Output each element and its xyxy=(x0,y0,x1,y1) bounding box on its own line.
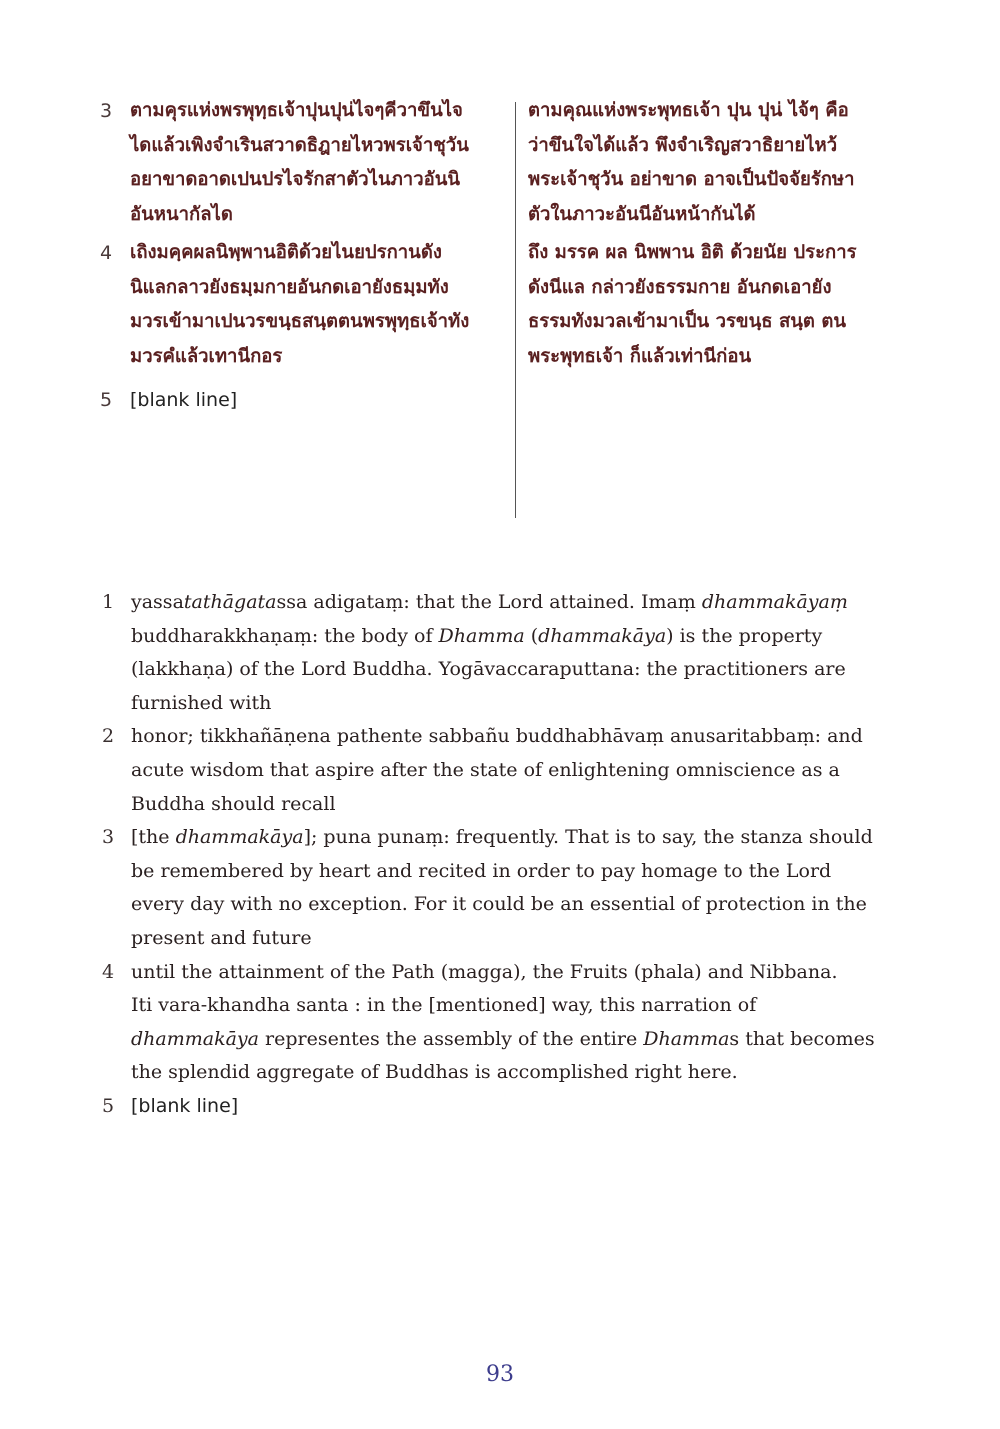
old-thai-line: มวรคํแล้วเทานีกอร xyxy=(130,345,283,367)
translation-text xyxy=(131,720,863,821)
italic-term: dhammakāya xyxy=(175,826,304,849)
line-number: 2 xyxy=(102,725,115,748)
old-thai-line: เถิงมคฺคผลนิพฺพานอิติด้วยไนยปรกานดัง xyxy=(130,242,442,263)
english-translation-block xyxy=(102,586,902,1124)
text-segment: (lakkhaṇa) of the Lord Buddha. Yogāvaccaraputtana: the practitioners are xyxy=(131,658,846,681)
modern-thai-line: ดังนีแล กล่าวยังธรรมกาย อันกดเอายัง xyxy=(528,276,832,298)
text-segment: every day with no exception. For it could be an essential of protection in the xyxy=(131,893,867,916)
old-thai-line: นิแลกลาวยังธมฺมกายอันกดเอายังธมฺมทัง xyxy=(130,276,449,298)
translation-line xyxy=(131,586,848,620)
translation-line-group-3 xyxy=(102,821,902,955)
translation-text xyxy=(131,586,848,720)
translation-text xyxy=(131,821,873,955)
thai-line-group-3 xyxy=(100,94,910,232)
translation-line-group-4 xyxy=(102,956,902,1090)
text-segment: Iti vara-khandha santa : in the [mentioned] way, this narration of xyxy=(131,994,757,1017)
line-number: 5 xyxy=(102,1094,115,1117)
translation-line xyxy=(131,1023,875,1057)
thai-line-group-4 xyxy=(100,236,910,381)
text-segment: representes the assembly of the entire xyxy=(259,1027,644,1050)
old-thai-line: อันหนากัลได xyxy=(130,203,233,225)
text-segment: until the attainment of the Path (magga), the Fruits (phala) and Nibbana. xyxy=(131,960,838,983)
text-segment: ]; puna punaṃ: frequently. That is to say, the stanza should xyxy=(303,826,873,849)
text-segment: Buddha should recall xyxy=(131,792,336,815)
line-number: 4 xyxy=(100,242,113,264)
modern-thai-line: ตามคุณแห่งพระพุทธเจ้า ปุน ปุน่ ไจ้ๆ คือ xyxy=(528,100,849,121)
text-segment: present and future xyxy=(131,926,312,949)
translation-line xyxy=(131,687,848,721)
old-thai-line: อยาขาดอาดเปนปรไจรักสาตัวไนภาวอันนิ xyxy=(130,169,460,190)
translation-line xyxy=(131,620,848,654)
line-number: 3 xyxy=(102,826,115,849)
page-number: 93 xyxy=(486,1362,514,1387)
modern-thai-line: พระพุทธเจ้า ก็แล้วเท่านีก่อน xyxy=(528,345,752,367)
translation-line xyxy=(131,788,863,822)
italic-term: tathāgata xyxy=(183,591,277,613)
translation-line-group-1 xyxy=(102,586,902,720)
modern-thai-line: ถึง มรรค ผล นิพพาน อิติ ด้วยนัย ประการ xyxy=(528,242,857,263)
modern-thai-line: ว่าขึนใจได้แล้ว พึงจำเริญสวาธิยายไหว้ xyxy=(528,134,838,156)
line-number: 4 xyxy=(102,960,115,983)
italic-term: dhammakāya xyxy=(538,624,667,647)
thai-transcription-block xyxy=(100,94,910,423)
translation-line xyxy=(131,754,863,788)
text-segment: be remembered by heart and recited in order to pay homage to the Lord xyxy=(131,859,832,882)
text-segment: ) is the property xyxy=(666,624,823,647)
translation-line xyxy=(131,720,863,754)
text-segment: yassa xyxy=(131,591,184,613)
line-number: 3 xyxy=(100,100,113,122)
translation-line xyxy=(131,1056,875,1090)
thai-line-group-5 xyxy=(100,383,910,423)
text-segment: the splendid aggregate of Buddhas is accomplished right here. xyxy=(131,1061,738,1084)
translation-line xyxy=(131,821,873,855)
old-thai-line: ไดแล้วเพิงจำเรินสวาดธิฎายไหวพรเจ้าชุวัน xyxy=(130,134,469,156)
text-segment: honor; tikkhañāṇena pathente sabbañu buddhabhāvaṃ anusaritabbaṃ: and xyxy=(131,725,863,748)
modern-thai-line: พระเจ้าชุวัน อย่าขาด อาจเป็นปัจจัยรักษา xyxy=(528,169,855,190)
modern-thai-column xyxy=(520,236,910,381)
text-segment: [the xyxy=(131,826,176,849)
translation-line xyxy=(131,888,873,922)
text-segment: ( xyxy=(524,624,539,647)
text-segment: buddharakkhaṇaṃ: the body of xyxy=(131,624,439,647)
translation-line xyxy=(131,922,873,956)
italic-term: Dhamma xyxy=(643,1027,730,1050)
old-thai-line: มวรเข้ามาเปนวรขนฺธสนฺตตนพรพุทฺธเจ้าทัง xyxy=(130,311,470,332)
text-segment: acute wisdom that aspire after the state of enlightening omniscience as a xyxy=(131,758,840,781)
old-thai-column xyxy=(130,94,520,232)
italic-term: dhammakāyaṃ xyxy=(701,591,848,613)
translation-line xyxy=(131,653,848,687)
translation-line-group-5 xyxy=(102,1090,902,1124)
line-number: 1 xyxy=(102,591,115,613)
translation-line xyxy=(131,956,875,990)
modern-thai-line: ตัวในภาวะอันนีอันหน้ากันได้ xyxy=(528,203,756,225)
italic-term: Dhamma xyxy=(438,624,525,647)
modern-thai-line: ธรรมทังมวลเข้ามาเป็น วรขนฺธ สนฺต ตน xyxy=(528,311,847,332)
translation-line-group-2 xyxy=(102,720,902,821)
translation-text xyxy=(131,956,875,1090)
old-thai-column xyxy=(130,236,520,381)
text-segment: furnished with xyxy=(131,691,272,714)
old-thai-line: ตามคุรแห่งพรพุทฺธเจ้าปุนปุน่ไจๆคีวาขึนไจ xyxy=(130,100,463,121)
blank-line-note: [blank line] xyxy=(131,1094,239,1117)
text-segment: ssa adigataṃ: that the Lord attained. Imaṃ xyxy=(276,591,702,613)
italic-term: dhammakāya xyxy=(131,1027,259,1050)
line-number: 5 xyxy=(100,389,113,411)
text-segment: s that becomes xyxy=(729,1027,875,1050)
blank-line-note: [blank line] xyxy=(130,389,238,411)
translation-line xyxy=(131,989,875,1023)
translation-line xyxy=(131,855,873,889)
modern-thai-column xyxy=(520,94,910,232)
